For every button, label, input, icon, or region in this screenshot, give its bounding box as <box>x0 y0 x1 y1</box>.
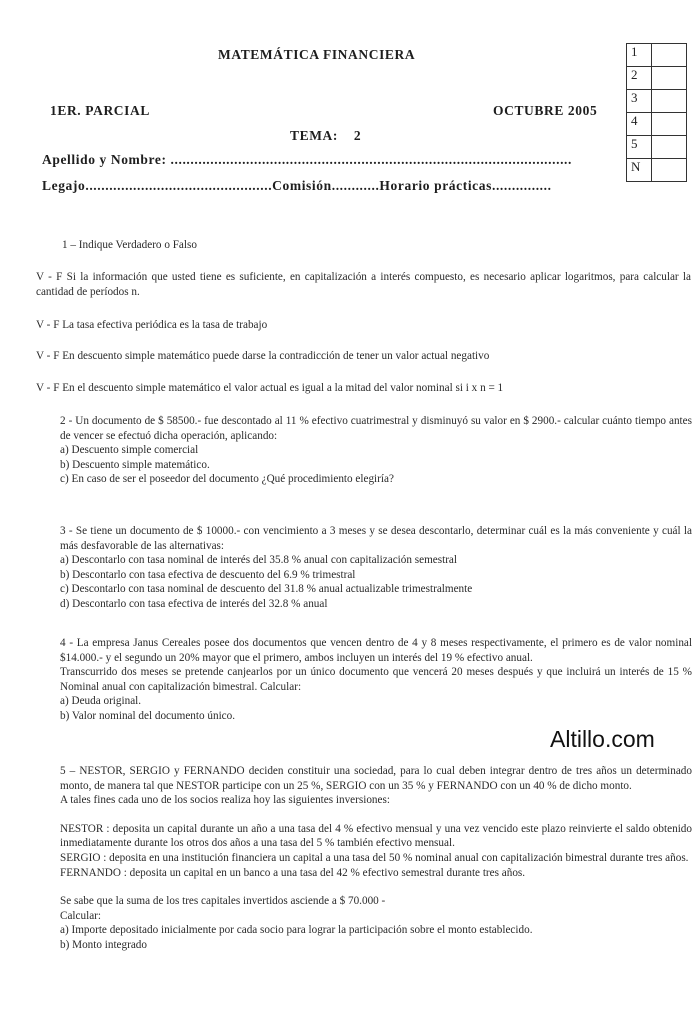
q4-item: b) Valor nominal del documento único. <box>60 709 236 722</box>
q1-item <box>36 349 691 364</box>
q2-intro: 2 - Un documento de $ 58500.- fue descontado al 11 % efectivo cuatrimestral y disminuyó su valor en $ 2900.- calcular cuánto tiempo antes de vencer se efectuó dicha operación, aplicando: <box>60 415 692 442</box>
tema-label: TEMA: 2 <box>290 128 362 143</box>
exam-date: OCTUBRE 2005 <box>493 103 598 118</box>
q3-item: a) Descontarlo con tasa nominal de interés del 35.8 % anual con capitalización semestral <box>60 554 458 567</box>
q1-item <box>36 318 691 333</box>
q5-calc-label: Calcular: <box>60 909 102 922</box>
exam-label: 1ER. PARCIAL <box>50 103 150 118</box>
q1-item-text: V - F En el descuento simple matemático el valor actual es igual a la mitad del valor nominal si i x n = 1 <box>36 382 504 394</box>
grid-label: 2 <box>627 67 652 90</box>
grid-cell <box>652 90 687 113</box>
grid-cell <box>652 113 687 136</box>
q5-block <box>60 764 692 953</box>
legajo-field-line: Legajo...............................................Comisión............Horario prácticas............... <box>42 178 552 193</box>
q4-paragraph: Transcurrido dos meses se pretende canjearlos por un único documento que vencerá 20 meses después y que incluirá un interés de 15 % Nominal anual con capitalización bimestral. Calcular: <box>60 666 692 693</box>
q5-nestor: NESTOR : deposita un capital durante un año a una tasa del 4 % efectivo mensual y una vez vencido este plazo reinvierte el saldo obtenido inmediatamente durante los otros dos años a una tasa del 5 % también efectivo mensual. <box>60 822 692 850</box>
grid-label: N <box>627 159 652 182</box>
q5-item: a) Importe depositado inicialmente por cada socio para lograr la participación sobre el monto establecido. <box>60 924 533 937</box>
q3-intro: 3 - Se tiene un documento de $ 10000.- con vencimiento a 3 meses y se desea descontarlo, determinar cuál es la más conveniente y cuál la más desfavorable de las alternativas: <box>60 525 692 552</box>
q3-item: c) Descontarlo con tasa nominal de descuento del 31.8 % anual actualizable trimestralmente <box>60 583 473 596</box>
grid-cell <box>652 136 687 159</box>
q5-item: b) Monto integrado <box>60 938 147 951</box>
q1-item-text: V - F La tasa efectiva periódica es la tasa de trabajo <box>36 319 268 331</box>
q4-intro: 4 - La empresa Janus Cereales posee dos documentos que vencen dentro de 4 y 8 meses respectivamente, el primero es de valor nominal $14.000.- y el segundo un 20% mayor que el primero, ambos incluyen un interés del 19 % efectivo anual. <box>60 637 692 664</box>
grade-grid <box>626 43 687 182</box>
q1-item-text: V - F En descuento simple matemático puede darse la contradicción de tener un valor actual negativo <box>36 350 490 362</box>
q4-item: a) Deuda original. <box>60 695 142 708</box>
q3-item: d) Descontarlo con tasa efectiva de interés del 32.8 % anual <box>60 597 328 610</box>
q4-block <box>60 636 692 724</box>
q3-item: b) Descontarlo con tasa efectiva de descuento del 6.9 % trimestral <box>60 568 356 581</box>
grid-label: 4 <box>627 113 652 136</box>
q2-block <box>60 414 692 487</box>
grid-cell <box>652 159 687 182</box>
watermark-logo: Altillo.com <box>550 726 655 752</box>
name-field-line: Apellido y Nombre: ..................................................................................................... <box>42 152 572 167</box>
q1-item <box>36 270 691 299</box>
grid-label: 3 <box>627 90 652 113</box>
grid-cell <box>652 67 687 90</box>
q5-sum: Se sabe que la suma de los tres capitales invertidos asciende a $ 70.000 - <box>60 895 386 908</box>
q1-item <box>36 381 691 396</box>
grid-label: 1 <box>627 44 652 67</box>
q5-intro: 5 – NESTOR, SERGIO y FERNANDO deciden constituir una sociedad, para lo cual deben integrar dentro de tres años un determinado monto, de manera tal que NESTOR participe con un 25 %, SERGIO con un 35 % y FERNANDO con un 40 % de dicho monto. <box>60 765 692 792</box>
q1-intro: 1 – Indique Verdadero o Falso <box>62 239 197 251</box>
q5-fernando: FERNANDO : deposita un capital en un banco a una tasa del 42 % efectivo semestral durante tres años. <box>60 866 526 879</box>
q2-item: c) En caso de ser el poseedor del documento ¿Qué procedimiento elegiría? <box>60 473 394 486</box>
q2-item: b) Descuento simple matemático. <box>60 458 210 471</box>
document-title: MATEMÁTICA FINANCIERA <box>218 47 416 62</box>
q5-paragraph: A tales fines cada uno de los socios realiza hoy las siguientes inversiones: <box>60 794 390 807</box>
q2-item: a) Descuento simple comercial <box>60 444 199 457</box>
q1-item-text: V - F Si la información que usted tiene es suficiente, en capitalización a interés compuesto, es necesario aplicar logaritmos, para calcular la cantidad de períodos n. <box>36 271 691 298</box>
grid-cell <box>652 44 687 67</box>
q5-sergio: SERGIO : deposita en una institución financiera un capital a una tasa del 50 % nominal anual con capitalización bimestral durante tres años. <box>60 851 689 864</box>
grid-label: 5 <box>627 136 652 159</box>
q3-block <box>60 524 692 612</box>
